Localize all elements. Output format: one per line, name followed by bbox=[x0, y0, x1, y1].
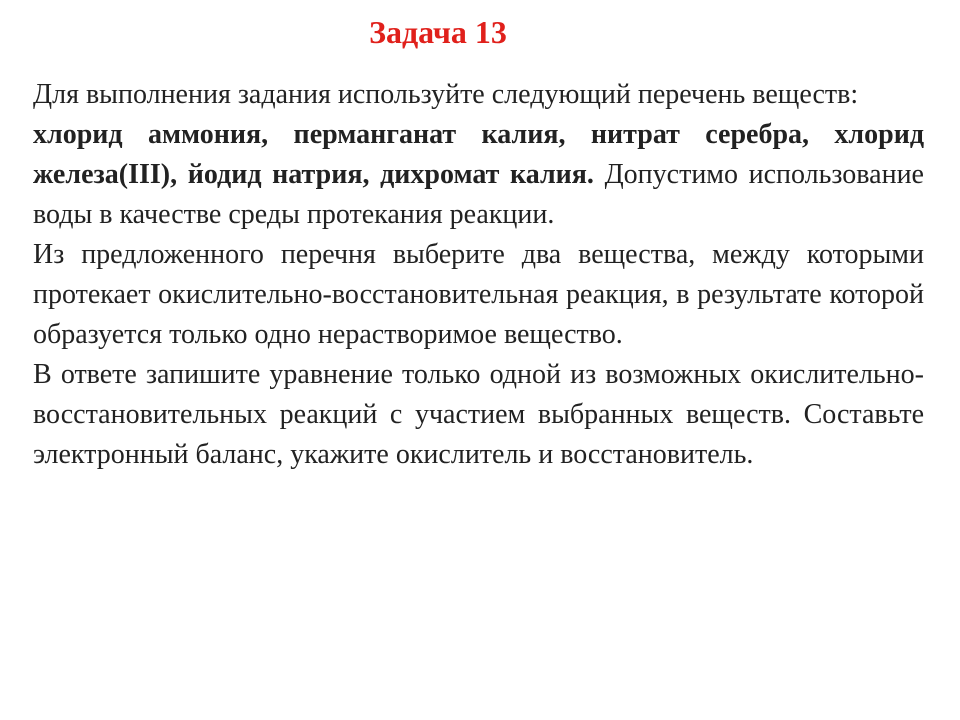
paragraph-instructions: Для выполнения задания используйте следующий перечень веществ: bbox=[33, 79, 859, 110]
water-note: Допустимо использование воды в качестве среды протекания реакции. bbox=[33, 159, 924, 230]
paragraph-select: Из предложенного перечня выберите два вещества, между которыми протекает окислительно-восстановительная реакция, в результате которой образуется только одно нерастворимое вещество. bbox=[33, 239, 924, 350]
paragraph-answer: В ответе запишите уравнение только одной из возможных окислительно-восстановительных реакций с участием выбранных веществ. Составьте электронный баланс, укажите окислитель и восстановитель. bbox=[33, 359, 924, 470]
task-text bbox=[33, 75, 924, 475]
slide-title: Задача 13 bbox=[369, 14, 507, 50]
substance-list: хлорид аммония, перманганат калия, нитрат серебра, хлорид железа(III), йодид натрия, дихромат калия. bbox=[33, 119, 924, 190]
paragraph-substances bbox=[33, 115, 924, 235]
